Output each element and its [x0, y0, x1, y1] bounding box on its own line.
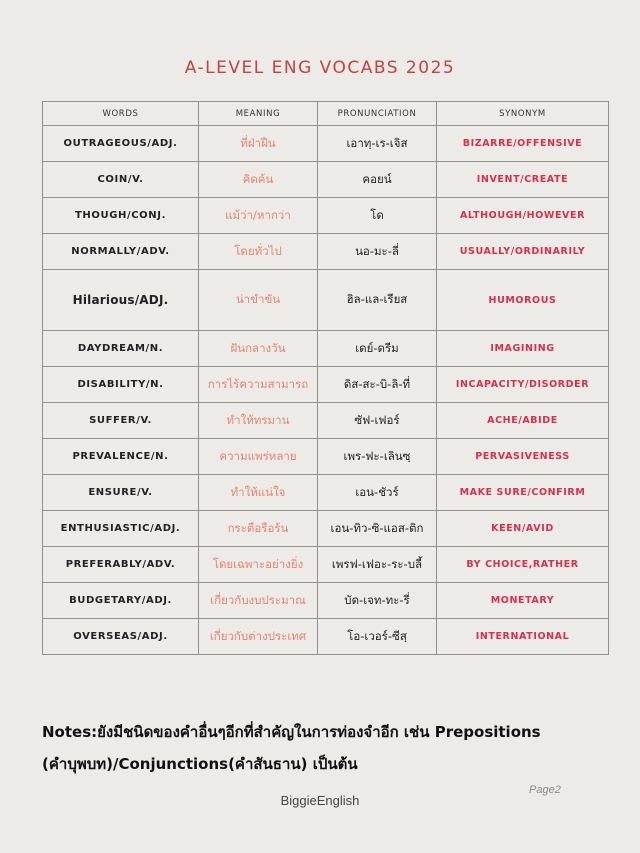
table-row — [43, 126, 609, 162]
pronunciation-cell: เอาทฺ-เร-เจิส — [318, 126, 437, 162]
table-row — [43, 270, 609, 331]
word-cell: ENSURE/V. — [43, 475, 199, 511]
synonym-cell: HUMOROUS — [437, 270, 609, 331]
meaning-cell: แม้ว่า/หากว่า — [199, 198, 318, 234]
meaning-cell: น่าขำขัน — [199, 270, 318, 331]
word-cell: THOUGH/CONJ. — [43, 198, 199, 234]
pronunciation-cell: ดิส-สะ-บิ-ลิ-ที่ — [318, 367, 437, 403]
meaning-cell: เกี่ยวกับงบประมาณ — [199, 583, 318, 619]
word-cell: PREFERABLY/ADV. — [43, 547, 199, 583]
table-header-row — [43, 102, 609, 126]
synonym-cell: INVENT/CREATE — [437, 162, 609, 198]
synonym-cell: PERVASIVENESS — [437, 439, 609, 475]
synonym-cell: BIZARRE/OFFENSIVE — [437, 126, 609, 162]
word-cell: OVERSEAS/ADJ. — [43, 619, 199, 655]
word-cell: DISABILITY/N. — [43, 367, 199, 403]
notes-line-1: Notes:ยังมีชนิดของคำอื่นๆอีกที่สำคัญในการท่องจำอีก เช่น Prepositions — [42, 723, 541, 741]
word-cell: ENTHUSIASTIC/ADJ. — [43, 511, 199, 547]
word-cell: SUFFER/V. — [43, 403, 199, 439]
pronunciation-cell: เดย์-ดรีม — [318, 331, 437, 367]
header-meaning: MEANING — [199, 102, 318, 126]
synonym-cell: KEEN/AVID — [437, 511, 609, 547]
table-row — [43, 198, 609, 234]
pronunciation-cell: เอน-ชัวร์ — [318, 475, 437, 511]
table-row — [43, 331, 609, 367]
pronunciation-cell: บัด-เจท-ทะ-รี่ — [318, 583, 437, 619]
meaning-cell: ความแพร่หลาย — [199, 439, 318, 475]
table-row — [43, 475, 609, 511]
table-row — [43, 439, 609, 475]
meaning-cell: กระตือรือร้น — [199, 511, 318, 547]
table-row — [43, 583, 609, 619]
table-row — [43, 547, 609, 583]
header-synonym: SYNONYM — [437, 102, 609, 126]
meaning-cell: ทำให้ทรมาน — [199, 403, 318, 439]
word-cell: DAYDREAM/N. — [43, 331, 199, 367]
meaning-cell: ทำให้แน่ใจ — [199, 475, 318, 511]
pronunciation-cell: เพร-ฟะ-เลินซฺ — [318, 439, 437, 475]
word-cell: Hilarious/ADJ. — [43, 270, 199, 331]
page-number: Page2 — [529, 784, 561, 796]
word-cell: BUDGETARY/ADJ. — [43, 583, 199, 619]
word-cell: COIN/V. — [43, 162, 199, 198]
pronunciation-cell: ซัฟ-เฟอร์ — [318, 403, 437, 439]
pronunciation-cell: โด — [318, 198, 437, 234]
synonym-cell: INCAPACITY/DISORDER — [437, 367, 609, 403]
pronunciation-cell: โอ-เวอร์-ซีสฺ — [318, 619, 437, 655]
table-row — [43, 511, 609, 547]
meaning-cell: ฝันกลางวัน — [199, 331, 318, 367]
notes — [42, 716, 612, 780]
synonym-cell: ALTHOUGH/HOWEVER — [437, 198, 609, 234]
meaning-cell: โดยเฉพาะอย่างยิ่ง — [199, 547, 318, 583]
pronunciation-cell: คอยน์ — [318, 162, 437, 198]
pronunciation-cell: ฮิล-แล-เรียส — [318, 270, 437, 331]
meaning-cell: การไร้ความสามารถ — [199, 367, 318, 403]
synonym-cell: MAKE SURE/CONFIRM — [437, 475, 609, 511]
synonym-cell: IMAGINING — [437, 331, 609, 367]
table-row — [43, 162, 609, 198]
word-cell: NORMALLY/ADV. — [43, 234, 199, 270]
synonym-cell: ACHE/ABIDE — [437, 403, 609, 439]
brand-name: BiggieEnglish — [280, 793, 360, 808]
word-cell: PREVALENCE/N. — [43, 439, 199, 475]
synonym-cell: INTERNATIONAL — [437, 619, 609, 655]
page-title: A-LEVEL ENG VOCABS 2025 — [184, 58, 456, 78]
synonym-cell: USUALLY/ORDINARILY — [437, 234, 609, 270]
vocab-table — [42, 101, 609, 655]
synonym-cell: BY CHOICE,RATHER — [437, 547, 609, 583]
notes-line-2: (คำบุพบท)/Conjunctions(คำสันธาน) เป็นต้น — [42, 755, 358, 773]
meaning-cell: คิดค้น — [199, 162, 318, 198]
pronunciation-cell: เอน-ทิว-ซิ-แอส-ติก — [318, 511, 437, 547]
header-pronunciation: PRONUNCIATION — [318, 102, 437, 126]
table-row — [43, 234, 609, 270]
header-words: WORDS — [43, 102, 199, 126]
pronunciation-cell: เพรฟ-เฟอะ-ระ-บลี้ — [318, 547, 437, 583]
word-cell: OUTRAGEOUS/ADJ. — [43, 126, 199, 162]
meaning-cell: เกี่ยวกับต่างประเทศ — [199, 619, 318, 655]
meaning-cell: โดยทั่วไป — [199, 234, 318, 270]
table-row — [43, 367, 609, 403]
pronunciation-cell: นอ-มะ-ลี่ — [318, 234, 437, 270]
synonym-cell: MONETARY — [437, 583, 609, 619]
meaning-cell: ที่ฝ่าฝืน — [199, 126, 318, 162]
table-row — [43, 403, 609, 439]
table-row — [43, 619, 609, 655]
